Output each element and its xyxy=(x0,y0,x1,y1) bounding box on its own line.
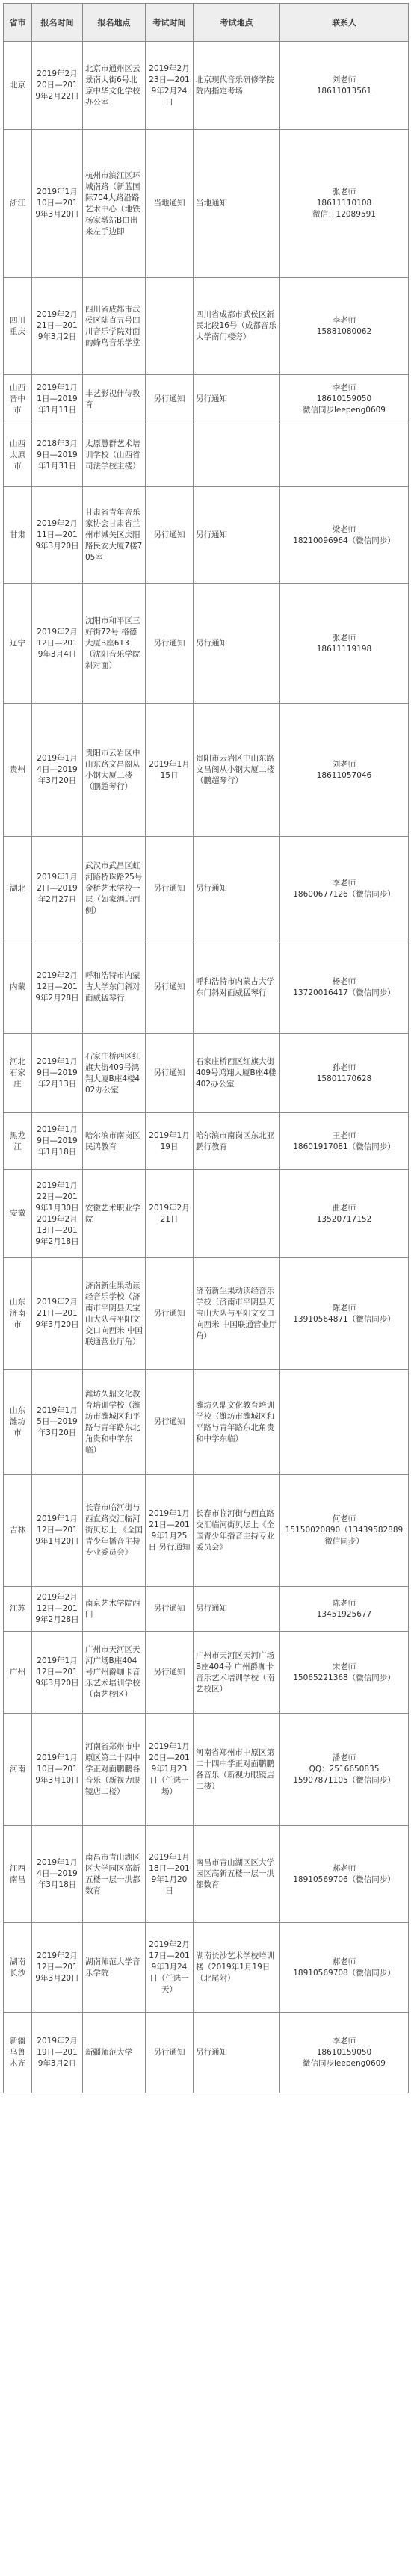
cell-registration-place: 安徽艺术职业学院 xyxy=(83,1170,146,1258)
table-row xyxy=(4,278,409,375)
cell-exam-time: 另行通知 xyxy=(146,837,194,941)
cell-contact: 李老师 18610159050 微信同步leepeng0609 xyxy=(280,375,409,424)
cell-registration-time: 2019年1月9日—2019年1月18日 xyxy=(32,1113,83,1170)
cell-province: 四川 重庆 xyxy=(4,278,32,375)
cell-exam-time: 另行通知 xyxy=(146,1370,194,1475)
cell-exam-place: 另行通知 xyxy=(194,487,280,584)
cell-registration-place: 广州市天河区天河广场B座404号广州爵咖卡音乐艺术培训学校（南艺校区） xyxy=(83,1632,146,1714)
table-row xyxy=(4,1370,409,1475)
cell-exam-time: 另行通知 xyxy=(146,1587,194,1632)
cell-registration-place: 石家庄桥西区红旗大街409号鸿翔大厦B座4楼402办公室 xyxy=(83,1034,146,1113)
cell-contact: 杨老师 13720016417（微信同步） xyxy=(280,941,409,1034)
cell-registration-place: 济南新生果动读经音乐学校（济南市平阴县天宝山大队与平阳文交口向西米 中国联通营业厅角） xyxy=(83,1258,146,1370)
header-exam-time: 考试时间 xyxy=(146,4,194,42)
cell-contact xyxy=(280,424,409,487)
cell-exam-place: 当地通知 xyxy=(194,130,280,278)
cell-registration-time: 2019年1月12日—2019年1月20日 xyxy=(32,1475,83,1587)
table-row xyxy=(4,2013,409,2093)
cell-exam-time xyxy=(146,424,194,487)
table-row xyxy=(4,487,409,584)
cell-registration-place: 甘肃省青年音乐家协会甘肃省兰州市城关区庆阳路民安大厦7楼705室 xyxy=(83,487,146,584)
cell-exam-place: 河南省郑州市中原区第二十四中学正对面鹏鹏各音乐（新视力眼镜店二楼） xyxy=(194,1714,280,1826)
header-exam-place: 考试地点 xyxy=(194,4,280,42)
table-row xyxy=(4,1034,409,1113)
cell-registration-place: 哈尔滨市南岗区民鸿教育 xyxy=(83,1113,146,1170)
cell-exam-place: 另行通知 xyxy=(194,837,280,941)
cell-province: 浙江 xyxy=(4,130,32,278)
cell-registration-place: 潍坊久鼎文化教育培训学校（潍坊市潍城区和平路与青年路东北角贵和中学东临） xyxy=(83,1370,146,1475)
cell-contact: 李老师 15881080062 xyxy=(280,278,409,375)
cell-registration-place: 贵阳市云岩区中山东路文昌阁从小钢大厦二楼（鹏超琴行） xyxy=(83,704,146,837)
cell-contact: 潘老师 QQ：2516650835 15907871105（微信同步） xyxy=(280,1714,409,1826)
cell-registration-time: 2019年2月11日—2019年3月20日 xyxy=(32,487,83,584)
cell-province: 山东 济南市 xyxy=(4,1258,32,1370)
cell-province: 河南 xyxy=(4,1714,32,1826)
cell-contact: 陈老师 13910564871（微信同步） xyxy=(280,1258,409,1370)
table-row xyxy=(4,1475,409,1587)
cell-exam-time: 2019年1月18日—2019年1月20日 xyxy=(146,1826,194,1923)
cell-exam-time: 另行通知 xyxy=(146,1034,194,1113)
table-row xyxy=(4,837,409,941)
cell-exam-place: 潍坊久鼎文化教育培训学校（潍坊市潍城区和平路与青年路东北角贵和中学东临） xyxy=(194,1370,280,1475)
cell-contact: 陈老师 13451925677 xyxy=(280,1587,409,1632)
cell-exam-place: 呼和浩特市内蒙古大学东门斜对面威猛琴行 xyxy=(194,941,280,1034)
cell-registration-time: 2019年1月10日—2019年3月20日 xyxy=(32,130,83,278)
cell-registration-time: 2019年1月9日—2019年2月13日 xyxy=(32,1034,83,1113)
cell-exam-place: 另行通知 xyxy=(194,375,280,424)
cell-registration-time: 2019年2月12日—2019年3月4日 xyxy=(32,584,83,704)
cell-province: 江西 南昌 xyxy=(4,1826,32,1923)
cell-registration-place: 太原慧群艺术培训学校（山西省司法学校主楼） xyxy=(83,424,146,487)
cell-exam-time: 当地通知 xyxy=(146,130,194,278)
cell-province: 山西 太原市 xyxy=(4,424,32,487)
table-row xyxy=(4,1113,409,1170)
cell-registration-time: 2019年1月1日—2019年1月11日 xyxy=(32,375,83,424)
cell-exam-time: 2019年2月21日 xyxy=(146,1170,194,1258)
cell-exam-time: 另行通知 xyxy=(146,2013,194,2093)
table-row xyxy=(4,130,409,278)
cell-exam-place: 另行通知 xyxy=(194,2013,280,2093)
cell-registration-place: 北京市通州区云景南大街6号北京中华文化学校办公室 xyxy=(83,42,146,130)
cell-registration-time: 2019年1月4日—2019年3月18日 xyxy=(32,1826,83,1923)
cell-registration-time: 2019年1月4日—2019年3月20日 xyxy=(32,704,83,837)
registration-table xyxy=(3,3,409,2093)
header-registration-place: 报名地点 xyxy=(83,4,146,42)
table-row xyxy=(4,704,409,837)
cell-exam-time xyxy=(146,278,194,375)
table-row xyxy=(4,1714,409,1826)
table-row xyxy=(4,941,409,1034)
cell-exam-place xyxy=(194,1170,280,1258)
cell-province: 新疆 乌鲁木齐 xyxy=(4,2013,32,2093)
cell-province: 内蒙 xyxy=(4,941,32,1034)
cell-registration-time: 2019年1月12日—2019年3月20日 xyxy=(32,1632,83,1714)
header-registration-time: 报名时间 xyxy=(32,4,83,42)
cell-registration-time: 2019年2月21日—2019年3月20日 xyxy=(32,1258,83,1370)
cell-contact: 王老师 18601917081（微信同步） xyxy=(280,1113,409,1170)
cell-registration-place: 呼和浩特市内蒙古大学东门斜对面威猛琴行 xyxy=(83,941,146,1034)
cell-exam-place: 北京现代音乐研修学院院内指定考场 xyxy=(194,42,280,130)
cell-exam-place xyxy=(194,424,280,487)
cell-province: 广州 xyxy=(4,1632,32,1714)
cell-registration-time: 2019年1月10日—2019年3月10日 xyxy=(32,1714,83,1826)
cell-province: 辽宁 xyxy=(4,584,32,704)
cell-contact: 何老师 15150020890（13439582889微信同步） xyxy=(280,1475,409,1587)
cell-exam-time: 2019年2月23日—2019年2月24日 xyxy=(146,42,194,130)
cell-province: 河北 石家庄 xyxy=(4,1034,32,1113)
cell-province: 江苏 xyxy=(4,1587,32,1632)
cell-exam-place: 哈尔滨市南岗区东北亚鹏行教育 xyxy=(194,1113,280,1170)
cell-contact: 宋老师 15065221368（微信同步） xyxy=(280,1632,409,1714)
cell-province: 吉林 xyxy=(4,1475,32,1587)
cell-exam-place: 湖南长沙艺术学校培训楼（2019年1月19日（北尾附） xyxy=(194,1923,280,2013)
header-contact: 联系人 xyxy=(280,4,409,42)
cell-contact: 刘老师 18611057046 xyxy=(280,704,409,837)
cell-province: 北京 xyxy=(4,42,32,130)
cell-exam-time: 2019年1月15日 xyxy=(146,704,194,837)
table-row xyxy=(4,1923,409,2013)
cell-registration-place: 武汉市武昌区虹河路桥珠路25号金桥艺术学校一层（如家酒店西侧） xyxy=(83,837,146,941)
cell-registration-time: 2019年1月2日—2019年2月27日 xyxy=(32,837,83,941)
table-row xyxy=(4,375,409,424)
table-row xyxy=(4,1170,409,1258)
cell-registration-place: 南京艺术学院西门 xyxy=(83,1587,146,1632)
cell-exam-time: 另行通知 xyxy=(146,1632,194,1714)
cell-contact: 郝老师 18910569708（微信同步） xyxy=(280,1923,409,2013)
cell-registration-time: 2019年1月22日—2019年1月30日 2019年2月13日—2019年2月18日 xyxy=(32,1170,83,1258)
cell-registration-place: 湖南师范大学音乐学院 xyxy=(83,1923,146,2013)
cell-registration-time: 2019年2月20日—2019年2月22日 xyxy=(32,42,83,130)
cell-exam-place: 石家庄桥西区红旗大街409号鸿翔大厦B座4楼402办公室 xyxy=(194,1034,280,1113)
cell-exam-place: 广州市天河区天河广场B座404号 广州爵咖卡音乐艺术培训学校（南艺校区） xyxy=(194,1632,280,1714)
table-row xyxy=(4,1587,409,1632)
cell-registration-time: 2019年2月12日—2019年2月28日 xyxy=(32,1587,83,1632)
cell-exam-place: 四川省成都市武侯区新民北段16号（成都音乐大学南门楼旁） xyxy=(194,278,280,375)
cell-contact: 张老师 18611110108 微信：12089591 xyxy=(280,130,409,278)
cell-province: 湖北 xyxy=(4,837,32,941)
cell-exam-place: 济南新生果动读经音乐学校（济南市平阴县天宝山大队与平阳文交口向西米 中国联通营业厅角） xyxy=(194,1258,280,1370)
cell-province: 安徽 xyxy=(4,1170,32,1258)
table-body xyxy=(4,42,409,2093)
cell-contact xyxy=(280,1370,409,1475)
header-row xyxy=(4,4,409,42)
cell-registration-time: 2019年1月5日—2019年3月20日 xyxy=(32,1370,83,1475)
cell-exam-place: 南昌市青山湖区区大学园区高新五楼一层一洪都数育 xyxy=(194,1826,280,1923)
table-row xyxy=(4,584,409,704)
cell-registration-place: 沈阳市和平区三好街72号 格德大厦B座613（沈阳音乐学院斜对面） xyxy=(83,584,146,704)
cell-contact: 张老师 18611119198 xyxy=(280,584,409,704)
cell-registration-time: 2019年2月21日—2019年3月2日 xyxy=(32,278,83,375)
cell-province: 山西 晋中市 xyxy=(4,375,32,424)
cell-exam-time: 另行通知 xyxy=(146,941,194,1034)
cell-registration-place: 南昌市青山湖区区大学园区高新五楼一层一洪都数育 xyxy=(83,1826,146,1923)
cell-exam-time: 2019年2月17日—2019年3月24日（任选一天） xyxy=(146,1923,194,2013)
cell-province: 山东 潍坊市 xyxy=(4,1370,32,1475)
cell-province: 湖南 长沙 xyxy=(4,1923,32,2013)
cell-province: 贵州 xyxy=(4,704,32,837)
cell-exam-time: 另行通知 xyxy=(146,487,194,584)
cell-exam-place: 贵阳市云岩区中山东路文昌阁从小钢大厦二楼（鹏超琴行） xyxy=(194,704,280,837)
cell-registration-place: 长春市临河街与西直路交汇临河街贝坛上 《全国青少年播音主持专业委员会》 xyxy=(83,1475,146,1587)
cell-registration-time: 2019年2月19日—2019年3月2日 xyxy=(32,2013,83,2093)
cell-registration-place: 四川省成都市武侯区陆直五号四川音乐学院对面的蜂鸟音乐学堂 xyxy=(83,278,146,375)
cell-contact: 刘老师 18611013561 xyxy=(280,42,409,130)
cell-exam-time: 另行通知 xyxy=(146,375,194,424)
cell-contact: 梁老师 18210096964（微信同步） xyxy=(280,487,409,584)
cell-registration-place: 杭州市滨江区环城南路（新蓝国际704大路沿路艺术中心（地铁杨家墩站B口出来左手边即 xyxy=(83,130,146,278)
table-row xyxy=(4,1632,409,1714)
table-row xyxy=(4,424,409,487)
cell-contact: 孙老师 15801170628 xyxy=(280,1034,409,1113)
cell-exam-time: 2019年1月19日 xyxy=(146,1113,194,1170)
cell-registration-time: 2019年2月12日—2019年3月20日 xyxy=(32,1923,83,2013)
cell-exam-time: 另行通知 xyxy=(146,584,194,704)
cell-exam-time: 另行通知 xyxy=(146,1258,194,1370)
cell-registration-place: 新疆师范大学 xyxy=(83,2013,146,2093)
table-row xyxy=(4,42,409,130)
cell-exam-place: 长春市临河街与西直路交汇临河街贝坛上《全国青少年播音主持专业委员会》 xyxy=(194,1475,280,1587)
cell-registration-place: 丰艺影视伴侍教育 xyxy=(83,375,146,424)
cell-exam-place: 另行通知 xyxy=(194,584,280,704)
cell-province: 甘肃 xyxy=(4,487,32,584)
header-province: 省市 xyxy=(4,4,32,42)
cell-contact: 曲老师 13520717152 xyxy=(280,1170,409,1258)
cell-exam-place: 另行通知 xyxy=(194,1587,280,1632)
cell-registration-time: 2019年2月12日—2019年2月28日 xyxy=(32,941,83,1034)
cell-exam-time: 2019年1月21日—2019年1月25日 另行通知 xyxy=(146,1475,194,1587)
table-row xyxy=(4,1258,409,1370)
cell-exam-time: 2019年1月20日—2019年1月23日（任选一场） xyxy=(146,1714,194,1826)
table-row xyxy=(4,1826,409,1923)
cell-contact: 李老师 18600677126（微信同步） xyxy=(280,837,409,941)
cell-registration-place: 河南省郑州市中原区第二十四中学正对面鹏鹏各音乐（新视力眼镜店二楼） xyxy=(83,1714,146,1826)
cell-contact: 李老师 18610159050 微信同步leepeng0609 xyxy=(280,2013,409,2093)
cell-registration-time: 2018年3月9日—2019年1月31日 xyxy=(32,424,83,487)
cell-province: 黑龙江 xyxy=(4,1113,32,1170)
cell-contact: 郝老师 18910569706（微信同步） xyxy=(280,1826,409,1923)
